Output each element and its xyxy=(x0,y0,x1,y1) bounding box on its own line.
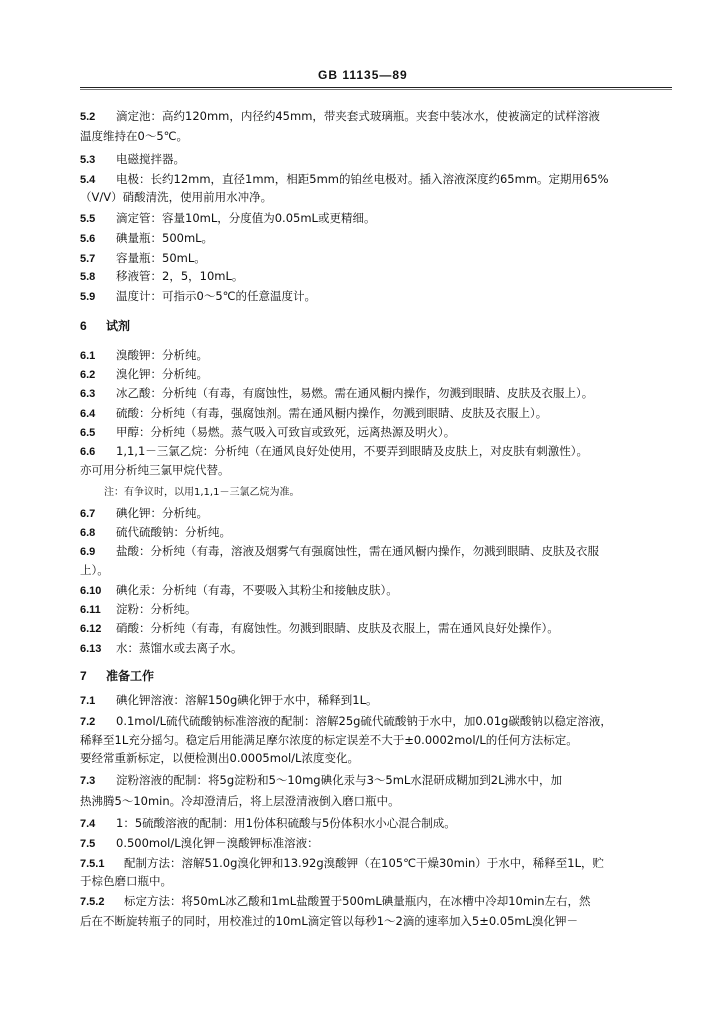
clause-line xyxy=(80,443,680,460)
clause-text: 容量瓶：50mL。 xyxy=(116,251,206,265)
clause-line xyxy=(80,772,680,789)
clause-line xyxy=(80,855,680,872)
clause-line xyxy=(80,210,680,227)
clause-number: 6.8 xyxy=(80,527,96,539)
clause-number: 5.4 xyxy=(80,174,96,186)
clause-number: 6.2 xyxy=(80,369,96,381)
clause-line xyxy=(80,732,680,748)
clause-line xyxy=(80,230,680,247)
clause-line xyxy=(80,108,680,125)
clause-text: 碘量瓶：500mL。 xyxy=(116,231,214,245)
clause-number: 5.7 xyxy=(80,253,96,265)
clause-text: 标定方法：将50mL冰乙酸和1mL盐酸置于500mL碘量瓶内，在冰槽中冷却10min左右，然 xyxy=(124,894,591,908)
clause-line xyxy=(80,505,680,522)
clause-line xyxy=(80,543,680,560)
clause-text: 注：有争议时，以用1,1,1－三氯乙烷为准。 xyxy=(104,487,300,498)
clause-text: 碘化钾溶液：溶解150g碘化钾于水中，稀释到1L。 xyxy=(116,693,378,707)
clause-line xyxy=(80,713,680,730)
clause-text: 移液管：2，5，10mL。 xyxy=(116,269,244,283)
clause-line xyxy=(80,128,680,144)
clause-text: 准备工作 xyxy=(106,669,155,683)
clause-line xyxy=(80,151,680,168)
clause-line xyxy=(80,640,680,657)
clause-text: 水：蒸馏水或去离子水。 xyxy=(116,641,243,655)
clause-line xyxy=(80,562,680,578)
clause-text: 上）。 xyxy=(80,563,109,577)
clause-text: 滴定管：容量10mL，分度值为0.05mL或更精细。 xyxy=(116,211,376,225)
clause-line xyxy=(80,692,680,709)
clause-line xyxy=(80,620,680,637)
clause-number: 6.5 xyxy=(80,427,96,439)
clause-text: 盐酸：分析纯（有毒，溶液及烟雾气有强腐蚀性，需在通风橱内操作，勿溅到眼睛、皮肤及衣服 xyxy=(116,544,599,558)
clause-line xyxy=(80,424,680,441)
clause-text: 溴酸钾：分析纯。 xyxy=(116,348,208,362)
section-heading xyxy=(80,668,680,684)
clause-line xyxy=(80,873,680,889)
clause-line xyxy=(80,913,680,929)
clause-line xyxy=(80,462,680,478)
clause-text: 冰乙酸：分析纯（有毒，有腐蚀性，易燃。需在通风橱内操作，勿溅到眼睛、皮肤及衣服上）。 xyxy=(116,386,594,400)
clause-number: 6 xyxy=(80,319,87,333)
clause-number: 7.5.2 xyxy=(80,896,105,908)
clause-number: 7.5 xyxy=(80,838,96,850)
clause-line xyxy=(80,288,680,305)
clause-number: 6.13 xyxy=(80,643,102,655)
clause-text: 电极：长约12mm，直径1mm，相距5mm的铂丝电极对。插入溶液深度约65mm。定期用65% xyxy=(116,172,609,186)
clause-text: 1,1,1－三氯乙烷：分析纯（在通风良好处使用，不要弄到眼睛及皮肤上，对皮肤有刺激性）。 xyxy=(116,444,589,458)
clause-text: 淀粉溶液的配制：将5g淀粉和5～10mg碘化汞与3～5mL水混研成糊加到2L沸水中，加 xyxy=(116,773,563,787)
clause-text: 于棕色磨口瓶中。 xyxy=(80,874,172,888)
clause-text: 碘化钾：分析纯。 xyxy=(116,506,208,520)
clause-text: 硫酸：分析纯（有毒，强腐蚀剂。需在通风橱内操作，勿溅到眼睛、皮肤及衣服上）。 xyxy=(116,406,548,420)
clause-text: 试剂 xyxy=(106,319,131,333)
clause-text: 热沸腾5～10min。冷却澄清后，将上层澄清液倒入磨口瓶中。 xyxy=(80,794,400,808)
clause-number: 5.9 xyxy=(80,291,96,303)
header-rule xyxy=(80,87,672,88)
clause-line xyxy=(80,793,680,809)
clause-number: 5.6 xyxy=(80,233,96,245)
clause-line xyxy=(80,250,680,267)
clause-number: 6.7 xyxy=(80,508,96,520)
clause-line xyxy=(80,582,680,599)
clause-text: 要经常重新标定，以便检测出0.0005mol/L浓度变化。 xyxy=(80,751,359,765)
clause-text: 0.500mol/L溴化钾－溴酸钾标准溶液： xyxy=(116,836,319,850)
clause-text: 稀释至1L充分摇匀。稳定后用能满足摩尔浓度的标定误差不大于±0.0002mol/L的任何方法标定。 xyxy=(80,733,578,747)
clause-number: 5.5 xyxy=(80,213,96,225)
clause-line xyxy=(80,347,680,364)
clause-number: 6.4 xyxy=(80,408,96,420)
clause-number: 7.1 xyxy=(80,695,96,707)
clause-text: 甲醇：分析纯（易燃。蒸气吸入可致盲或致死，远离热源及明火）。 xyxy=(116,425,456,439)
clause-number: 5.2 xyxy=(80,111,96,123)
clause-number: 6.3 xyxy=(80,388,96,400)
clause-line xyxy=(80,171,680,188)
clause-line xyxy=(80,893,680,910)
clause-text: 滴定池：高约120mm，内径约45mm，带夹套式玻璃瓶。夹套中装冰水，使被滴定的试样溶液 xyxy=(116,109,600,123)
clause-number: 6.12 xyxy=(80,623,102,635)
clause-text: 淀粉：分析纯。 xyxy=(116,602,197,616)
clause-text: 温度计：可指示0～5℃的任意温度计。 xyxy=(116,289,317,303)
clause-text: 硝酸：分析纯（有毒，有腐蚀性。勿溅到眼睛、皮肤及衣服上，需在通风良好处操作）。 xyxy=(116,621,559,635)
clause-number: 7 xyxy=(80,669,87,683)
clause-text: 电磁搅拌器。 xyxy=(116,152,185,166)
clause-number: 7.2 xyxy=(80,716,96,728)
clause-line xyxy=(80,405,680,422)
clause-number: 7.4 xyxy=(80,818,96,830)
clause-number: 5.8 xyxy=(80,271,96,283)
clause-line xyxy=(80,524,680,541)
clause-text: 0.1mol/L硫代硫酸钠标准溶液的配制：溶解25g硫代硫酸钠于水中，加0.01g碳酸钠以稳定溶液， xyxy=(116,714,612,728)
standard-code-header: GB 11135—89 xyxy=(318,68,408,82)
clause-text: 硫代硫酸钠：分析纯。 xyxy=(116,525,231,539)
clause-text: 溴化钾：分析纯。 xyxy=(116,367,208,381)
clause-line xyxy=(80,189,680,205)
clause-number: 6.1 xyxy=(80,350,96,362)
clause-text: 亦可用分析纯三氯甲烷代替。 xyxy=(80,463,230,477)
header-rule-secondary xyxy=(80,89,672,90)
clause-line xyxy=(80,268,680,285)
clause-text: 碘化汞：分析纯（有毒，不要吸入其粉尘和接触皮肤）。 xyxy=(116,583,398,597)
clause-line xyxy=(80,385,680,402)
clause-number: 6.11 xyxy=(80,604,101,616)
clause-text: 后在不断旋转瓶子的同时，用校准过的10mL滴定管以每秒1～2滴的速率加入5±0.05mL溴化钾－ xyxy=(80,914,579,928)
note-line xyxy=(104,485,704,501)
clause-text: （V/V）硝酸清洗，使用前用水冲净。 xyxy=(80,190,273,204)
clause-line xyxy=(80,601,680,618)
clause-number: 6.6 xyxy=(80,446,96,458)
clause-line xyxy=(80,815,680,832)
clause-line xyxy=(80,835,680,852)
section-heading xyxy=(80,318,680,334)
clause-line xyxy=(80,750,680,766)
clause-number: 7.5.1 xyxy=(80,858,105,870)
clause-text: 配制方法：溶解51.0g溴化钾和13.92g溴酸钾（在105℃干燥30min）于水中，稀释至1L，贮 xyxy=(124,856,605,870)
clause-number: 6.9 xyxy=(80,546,96,558)
clause-number: 7.3 xyxy=(80,775,96,787)
clause-number: 5.3 xyxy=(80,154,96,166)
clause-text: 1：5硫酸溶液的配制：用1份体积硫酸与5份体积水小心混合制成。 xyxy=(116,816,456,830)
clause-line xyxy=(80,366,680,383)
clause-number: 6.10 xyxy=(80,585,102,597)
clause-text: 温度维持在0～5℃。 xyxy=(80,129,189,143)
